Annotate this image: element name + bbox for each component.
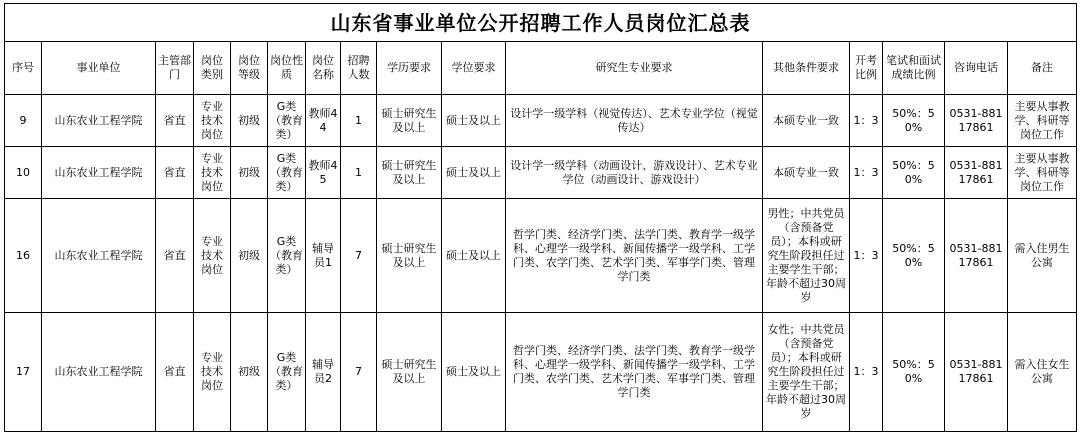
cell-ratio: 1：3: [850, 199, 883, 313]
cell-ratio: 1：3: [850, 147, 883, 199]
cell-post-nature: G类（教育类）: [268, 313, 306, 432]
cell-post-level: 初级: [231, 95, 268, 147]
cell-post-level: 初级: [231, 313, 268, 432]
cell-notes: 主要从事教学、科研等岗位工作: [1008, 95, 1077, 147]
cell-major: 哲学门类、经济学门类、法学门类、教育学一级学科、心理学一级学科、新闻传播学一级学科、工学门类、农学门类、艺术学门类、军事学门类、管理学门类: [506, 199, 763, 313]
cell-score-ratio: 50%：50%: [883, 95, 945, 147]
cell-major: 哲学门类、经济学门类、法学门类、教育学一级学科、心理学一级学科、新闻传播学一级学科、工学门类、农学门类、艺术学门类、军事学门类、管理学门类: [506, 313, 763, 432]
header-ratio: 开考比例: [850, 42, 883, 95]
cell-notes: 需入住女生公寓: [1008, 313, 1077, 432]
cell-phone: 0531-88117861: [945, 147, 1008, 199]
cell-dept: 省直: [156, 95, 194, 147]
cell-count: 1: [341, 95, 377, 147]
header-unit: 事业单位: [42, 42, 156, 95]
cell-other: 本硕专业一致: [763, 147, 850, 199]
cell-degree: 硕士及以上: [442, 95, 506, 147]
cell-post-nature: G类（教育类）: [268, 147, 306, 199]
cell-seq: 9: [5, 95, 42, 147]
cell-phone: 0531-88117861: [945, 199, 1008, 313]
cell-post-name: 教师45: [306, 147, 341, 199]
header-row: [5, 42, 1077, 95]
table-title: 山东省事业单位公开招聘工作人员岗位汇总表: [5, 4, 1077, 42]
cell-dept: 省直: [156, 313, 194, 432]
cell-major: 设计学一级学科（动画设计、游戏设计）、艺术专业学位（动画设计、游戏设计）: [506, 147, 763, 199]
cell-score-ratio: 50%：50%: [883, 199, 945, 313]
cell-seq: 17: [5, 313, 42, 432]
cell-post-nature: G类（教育类）: [268, 95, 306, 147]
cell-other: 本硕专业一致: [763, 95, 850, 147]
header-post-level: 岗位等级: [231, 42, 268, 95]
header-degree: 学位要求: [442, 42, 506, 95]
cell-post-name: 教师44: [306, 95, 341, 147]
header-post-type: 岗位类别: [194, 42, 231, 95]
cell-post-nature: G类（教育类）: [268, 199, 306, 313]
cell-unit: 山东农业工程学院: [42, 199, 156, 313]
header-other: 其他条件要求: [763, 42, 850, 95]
cell-degree: 硕士及以上: [442, 313, 506, 432]
cell-major: 设计学一级学科（视觉传达）、艺术专业学位（视觉传达）: [506, 95, 763, 147]
cell-ratio: 1：3: [850, 313, 883, 432]
cell-seq: 10: [5, 147, 42, 199]
cell-count: 1: [341, 147, 377, 199]
cell-post-name: 辅导员2: [306, 313, 341, 432]
cell-notes: 需入住男生公寓: [1008, 199, 1077, 313]
cell-phone: 0531-88117861: [945, 95, 1008, 147]
cell-post-type: 专业技术岗位: [194, 199, 231, 313]
cell-post-name: 辅导员1: [306, 199, 341, 313]
table-row: [5, 95, 1077, 147]
cell-dept: 省直: [156, 147, 194, 199]
cell-seq: 16: [5, 199, 42, 313]
title-row: [5, 4, 1077, 42]
cell-post-level: 初级: [231, 199, 268, 313]
cell-ratio: 1：3: [850, 95, 883, 147]
header-education: 学历要求: [377, 42, 442, 95]
cell-count: 7: [341, 313, 377, 432]
cell-unit: 山东农业工程学院: [42, 95, 156, 147]
cell-education: 硕士研究生及以上: [377, 199, 442, 313]
header-dept: 主管部门: [156, 42, 194, 95]
header-score-ratio: 笔试和面试成绩比例: [883, 42, 945, 95]
cell-post-level: 初级: [231, 147, 268, 199]
header-post-nature: 岗位性质: [268, 42, 306, 95]
table-row: [5, 313, 1077, 432]
cell-education: 硕士研究生及以上: [377, 313, 442, 432]
cell-post-type: 专业技术岗位: [194, 95, 231, 147]
cell-notes: 主要从事教学、科研等岗位工作: [1008, 147, 1077, 199]
cell-other: 男性；中共党员（含预备党员）；本科或研究生阶段担任过主要学生干部；年龄不超过30周岁: [763, 199, 850, 313]
recruitment-table: [4, 3, 1077, 432]
cell-degree: 硕士及以上: [442, 147, 506, 199]
cell-count: 7: [341, 199, 377, 313]
cell-education: 硕士研究生及以上: [377, 95, 442, 147]
cell-post-type: 专业技术岗位: [194, 147, 231, 199]
table-row: [5, 199, 1077, 313]
cell-unit: 山东农业工程学院: [42, 147, 156, 199]
cell-unit: 山东农业工程学院: [42, 313, 156, 432]
header-notes: 备注: [1008, 42, 1077, 95]
header-phone: 咨询电话: [945, 42, 1008, 95]
header-major: 研究生专业要求: [506, 42, 763, 95]
header-post-name: 岗位名称: [306, 42, 341, 95]
cell-dept: 省直: [156, 199, 194, 313]
recruitment-summary-sheet: [4, 3, 1076, 431]
cell-phone: 0531-88117861: [945, 313, 1008, 432]
cell-score-ratio: 50%：50%: [883, 147, 945, 199]
cell-other: 女性；中共党员（含预备党员）；本科或研究生阶段担任过主要学生干部；年龄不超过30周岁: [763, 313, 850, 432]
cell-education: 硕士研究生及以上: [377, 147, 442, 199]
cell-degree: 硕士及以上: [442, 199, 506, 313]
cell-post-type: 专业技术岗位: [194, 313, 231, 432]
header-count: 招聘人数: [341, 42, 377, 95]
table-row: [5, 147, 1077, 199]
cell-score-ratio: 50%：50%: [883, 313, 945, 432]
header-seq: 序号: [5, 42, 42, 95]
